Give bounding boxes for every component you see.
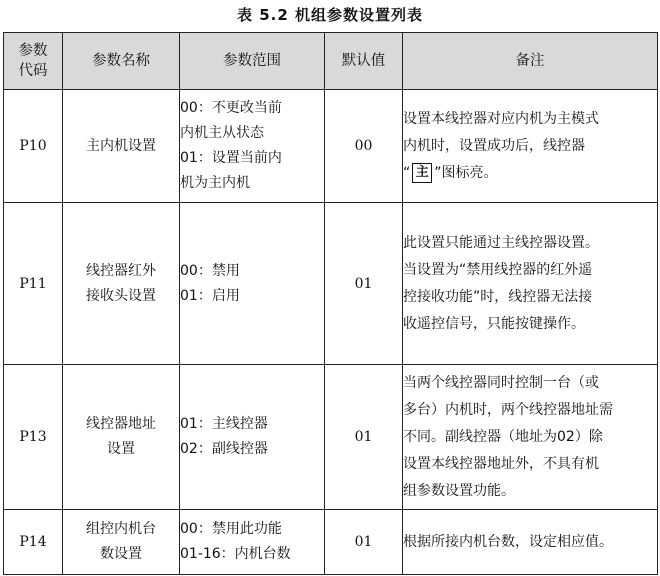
param-name xyxy=(63,90,180,203)
param-note-line: 组参数设置功能。 xyxy=(403,482,515,499)
param-range-line: 00：不更改当前 xyxy=(180,100,282,116)
table-header-row xyxy=(4,33,658,90)
param-note-line: 当设置为“禁用线控器的红外遥 xyxy=(403,261,593,278)
param-note xyxy=(403,365,658,510)
param-note-line: 此设置只能通过主线控器设置。 xyxy=(403,234,599,251)
header-code-line: 代码 xyxy=(18,63,48,79)
table-row xyxy=(4,510,658,575)
param-name-line: 线控器地址 xyxy=(86,416,156,432)
param-default: 01 xyxy=(325,365,403,510)
param-name xyxy=(63,510,180,575)
param-range-line: 01：设置当前内 xyxy=(180,150,282,166)
param-name-line: 线控器红外 xyxy=(86,262,156,279)
param-code: P10 xyxy=(4,90,63,203)
header-code-line: 参数 xyxy=(18,43,48,59)
param-default: 00 xyxy=(325,90,403,203)
param-note xyxy=(403,90,658,203)
param-note-line: 设置本线控器地址外，不具有机 xyxy=(403,455,599,472)
table-caption: 表 5.2 机组参数设置列表 xyxy=(236,6,424,24)
master-unit-icon: 主 xyxy=(412,163,432,183)
table-row xyxy=(4,90,658,203)
param-name-line: 组控内机台 xyxy=(86,521,156,537)
table-row xyxy=(4,365,658,510)
param-range-line: 00：禁用此功能 xyxy=(180,521,282,537)
param-note-line: 设置本线控器对应内机为主模式 xyxy=(403,110,599,127)
param-note-line: 收遥控信号，只能按键操作。 xyxy=(403,315,585,332)
header-code xyxy=(4,33,63,90)
param-range xyxy=(180,90,325,203)
parameter-table xyxy=(3,32,658,575)
param-range-line: 01：启用 xyxy=(180,287,240,304)
header-default: 默认值 xyxy=(325,33,403,90)
param-range xyxy=(180,510,325,575)
param-range-line: 00：禁用 xyxy=(180,262,240,279)
param-name-line: 接收头设置 xyxy=(86,287,156,304)
param-note-line: 控接收功能”时，线控器无法接 xyxy=(403,288,593,305)
header-name: 参数名称 xyxy=(63,33,180,90)
param-range-line: 01-16：内机台数 xyxy=(180,546,291,562)
param-range xyxy=(180,203,325,365)
param-note-line: 多台）内机时，两个线控器地址需 xyxy=(403,401,613,418)
param-note-line: 不同。副线控器（地址为02）除 xyxy=(403,428,603,445)
quote-open: “ xyxy=(403,164,411,181)
header-note: 备注 xyxy=(403,33,658,90)
note-text: ”图标亮。 xyxy=(434,164,498,181)
param-range-line: 01：主线控器 xyxy=(180,416,268,432)
param-range xyxy=(180,365,325,510)
param-range-line: 机为主内机 xyxy=(180,175,250,191)
param-name xyxy=(63,203,180,365)
param-range-line: 内机主从状态 xyxy=(180,125,264,141)
param-range-line: 02：副线控器 xyxy=(180,441,268,457)
param-note xyxy=(403,203,658,365)
param-code: P11 xyxy=(4,203,63,365)
param-name-line: 设置 xyxy=(107,441,135,457)
param-note-line xyxy=(403,160,657,187)
header-range: 参数范围 xyxy=(180,33,325,90)
param-name xyxy=(63,365,180,510)
param-default: 01 xyxy=(325,510,403,575)
param-code: P14 xyxy=(4,510,63,575)
table-row xyxy=(4,203,658,365)
param-code: P13 xyxy=(4,365,63,510)
param-default: 01 xyxy=(325,203,403,365)
param-name-line: 数设置 xyxy=(100,546,142,562)
param-note-line: 内机时，设置成功后，线控器 xyxy=(403,137,585,154)
param-note-line: 当两个线控器同时控制一台（或 xyxy=(403,374,599,391)
param-name-line: 主内机设置 xyxy=(86,137,156,154)
param-note-line: 根据所接内机台数，设定相应值。 xyxy=(403,533,613,550)
param-note xyxy=(403,510,658,575)
